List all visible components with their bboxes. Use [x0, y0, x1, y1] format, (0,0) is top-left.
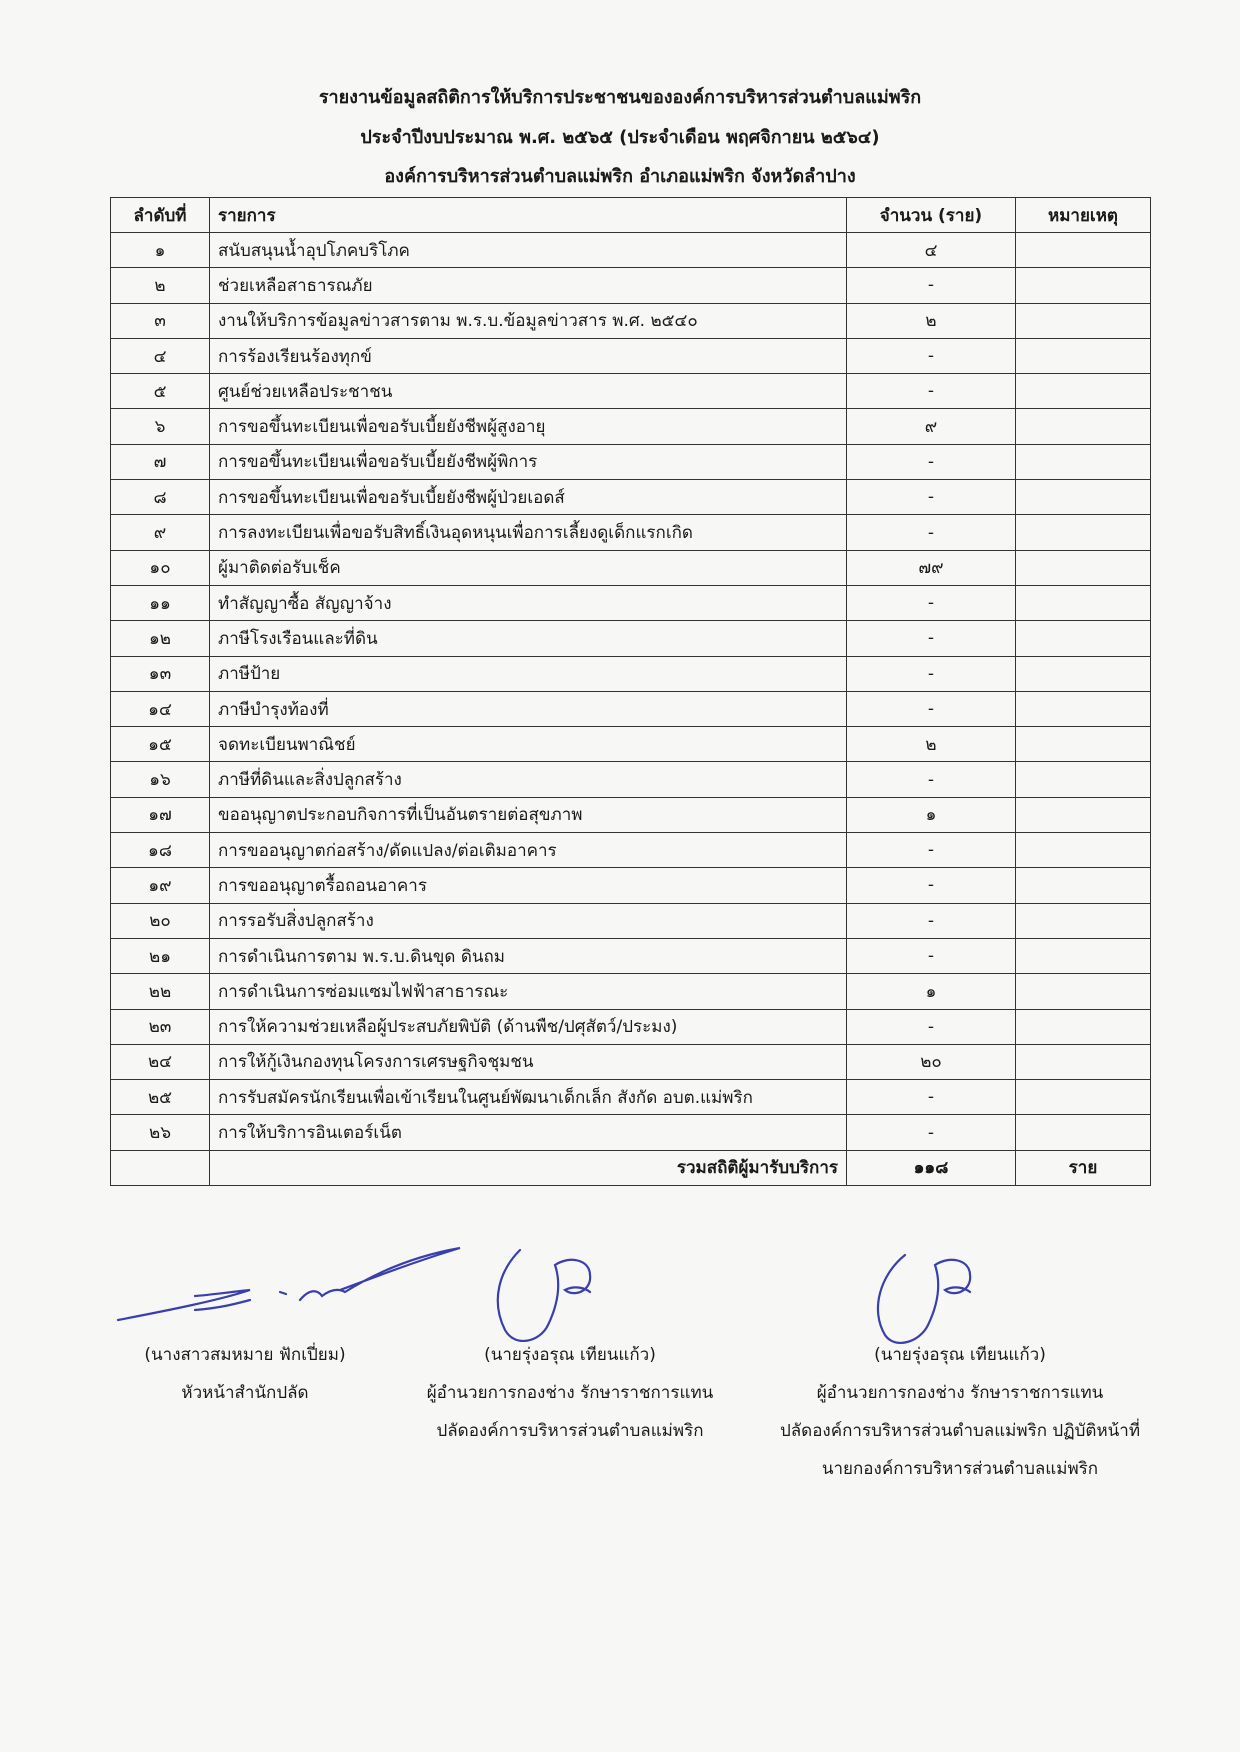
- table-row: [111, 1080, 1151, 1115]
- row-number: ๒๖: [111, 1115, 210, 1150]
- signature-block-1: [110, 1336, 380, 1412]
- row-item: การให้ความช่วยเหลือผู้ประสบภัยพิบัติ (ด้านพืช/ปศุสัตว์/ประมง): [210, 1009, 847, 1044]
- table-row: [111, 797, 1151, 832]
- row-number: ๑๐: [111, 550, 210, 585]
- table-row: [111, 691, 1151, 726]
- header-note: หมายเหตุ: [1016, 198, 1151, 233]
- row-item: การให้กู้เงินกองทุนโครงการเศรษฐกิจชุมชน: [210, 1044, 847, 1079]
- table-row: [111, 233, 1151, 268]
- row-note: [1016, 938, 1151, 973]
- row-item: การดำเนินการซ่อมแซมไฟฟ้าสาธารณะ: [210, 974, 847, 1009]
- row-note: [1016, 621, 1151, 656]
- row-note: [1016, 1009, 1151, 1044]
- table-row: [111, 1115, 1151, 1150]
- row-number: ๒๔: [111, 1044, 210, 1079]
- row-count: -: [847, 868, 1016, 903]
- total-blank-cell: [111, 1150, 210, 1185]
- row-number: ๑๙: [111, 868, 210, 903]
- signature-2-stroke: [498, 1250, 590, 1341]
- table-row: [111, 833, 1151, 868]
- signer-1-name: (นางสาวสมหมาย ฟักเปี่ยม): [144, 1345, 346, 1365]
- header-item: รายการ: [210, 198, 847, 233]
- row-note: [1016, 409, 1151, 444]
- table-row: [111, 762, 1151, 797]
- row-note: [1016, 515, 1151, 550]
- row-count: -: [847, 374, 1016, 409]
- row-number: ๒: [111, 268, 210, 303]
- table-row: [111, 409, 1151, 444]
- signature-block-2: [400, 1336, 740, 1450]
- signer-3-position-line-1: ผู้อำนวยการกองช่าง รักษาราชการแทน: [816, 1383, 1104, 1403]
- row-note: [1016, 1080, 1151, 1115]
- row-note: [1016, 727, 1151, 762]
- signature-3-stroke: [878, 1255, 970, 1343]
- row-number: ๑๕: [111, 727, 210, 762]
- row-note: [1016, 1115, 1151, 1150]
- table-row: [111, 338, 1151, 373]
- row-note: [1016, 903, 1151, 938]
- signer-3-name: (นายรุ่งอรุณ เทียนแก้ว): [874, 1345, 1046, 1365]
- total-label: รวมสถิติผู้มารับบริการ: [210, 1150, 847, 1185]
- table-row: [111, 303, 1151, 338]
- row-item: การขอขึ้นทะเบียนเพื่อขอรับเบี้ยยังชีพผู้ป่วยเอดส์: [210, 480, 847, 515]
- row-item: การรับสมัครนักเรียนเพื่อเข้าเรียนในศูนย์พัฒนาเด็กเล็ก สังกัด อบต.แม่พริก: [210, 1080, 847, 1115]
- row-count: -: [847, 656, 1016, 691]
- row-note: [1016, 797, 1151, 832]
- row-item: การขออนุญาตรื้อถอนอาคาร: [210, 868, 847, 903]
- table-header-row: [111, 198, 1151, 233]
- row-count: -: [847, 585, 1016, 620]
- row-number: ๘: [111, 480, 210, 515]
- row-number: ๑๘: [111, 833, 210, 868]
- row-note: [1016, 868, 1151, 903]
- row-number: ๑๓: [111, 656, 210, 691]
- row-item: ภาษีบำรุงท้องที่: [210, 691, 847, 726]
- table-row: [111, 938, 1151, 973]
- row-count: ๑: [847, 797, 1016, 832]
- row-item: ภาษีป้าย: [210, 656, 847, 691]
- row-count: ๑: [847, 974, 1016, 1009]
- row-count: -: [847, 1080, 1016, 1115]
- row-item: สนับสนุนน้ำอุปโภคบริโภค: [210, 233, 847, 268]
- row-count: -: [847, 1115, 1016, 1150]
- row-note: [1016, 1044, 1151, 1079]
- row-count: ๒๐: [847, 1044, 1016, 1079]
- row-note: [1016, 444, 1151, 479]
- header-count: จำนวน (ราย): [847, 198, 1016, 233]
- row-note: [1016, 338, 1151, 373]
- row-note: [1016, 833, 1151, 868]
- row-item: ขออนุญาตประกอบกิจการที่เป็นอันตรายต่อสุขภาพ: [210, 797, 847, 832]
- signer-3-position-line-2: ปลัดองค์การบริหารส่วนตำบลแม่พริก ปฏิบัติหน้าที่: [779, 1421, 1141, 1441]
- row-item: การขอขึ้นทะเบียนเพื่อขอรับเบี้ยยังชีพผู้พิการ: [210, 444, 847, 479]
- signer-2-name: (นายรุ่งอรุณ เทียนแก้ว): [484, 1345, 656, 1365]
- table-row: [111, 444, 1151, 479]
- row-note: [1016, 550, 1151, 585]
- row-count: ๔: [847, 233, 1016, 268]
- signature-1-stroke: [118, 1248, 460, 1320]
- signer-3-position-line-3: นายกองค์การบริหารส่วนตำบลแม่พริก: [821, 1459, 1099, 1479]
- row-note: [1016, 691, 1151, 726]
- row-count: -: [847, 762, 1016, 797]
- row-item: ทำสัญญาซื้อ สัญญาจ้าง: [210, 585, 847, 620]
- table-row: [111, 1009, 1151, 1044]
- row-count: -: [847, 444, 1016, 479]
- signer-2-position-line-2: ปลัดองค์การบริหารส่วนตำบลแม่พริก: [436, 1421, 704, 1441]
- row-item: ภาษีที่ดินและสิ่งปลูกสร้าง: [210, 762, 847, 797]
- signature-block-3: [745, 1336, 1175, 1488]
- row-count: ๙: [847, 409, 1016, 444]
- table-row: [111, 974, 1151, 1009]
- row-item: การรอรับสิ่งปลูกสร้าง: [210, 903, 847, 938]
- row-number: ๙: [111, 515, 210, 550]
- row-count: -: [847, 338, 1016, 373]
- row-item: การร้องเรียนร้องทุกข์: [210, 338, 847, 373]
- row-number: ๔: [111, 338, 210, 373]
- row-count: -: [847, 621, 1016, 656]
- row-count: ๒: [847, 727, 1016, 762]
- row-item: การลงทะเบียนเพื่อขอรับสิทธิ์เงินอุดหนุนเพื่อการเลี้ยงดูเด็กแรกเกิด: [210, 515, 847, 550]
- table-row: [111, 550, 1151, 585]
- row-count: -: [847, 833, 1016, 868]
- row-number: ๓: [111, 303, 210, 338]
- row-item: การขอขึ้นทะเบียนเพื่อขอรับเบี้ยยังชีพผู้สูงอายุ: [210, 409, 847, 444]
- row-number: ๖: [111, 409, 210, 444]
- table-row: [111, 621, 1151, 656]
- row-number: ๑๒: [111, 621, 210, 656]
- row-note: [1016, 303, 1151, 338]
- row-number: ๑๔: [111, 691, 210, 726]
- row-note: [1016, 762, 1151, 797]
- row-count: -: [847, 938, 1016, 973]
- signer-1-position: หัวหน้าสำนักปลัด: [181, 1383, 309, 1403]
- statistics-table: [110, 197, 1151, 1186]
- row-note: [1016, 480, 1151, 515]
- row-note: [1016, 974, 1151, 1009]
- table-row: [111, 1044, 1151, 1079]
- row-note: [1016, 233, 1151, 268]
- signer-2-position-line-1: ผู้อำนวยการกองช่าง รักษาราชการแทน: [426, 1383, 714, 1403]
- row-number: ๒๐: [111, 903, 210, 938]
- row-number: ๑๗: [111, 797, 210, 832]
- report-title: รายงานข้อมูลสถิติการให้บริการประชาชนขององค์การบริหารส่วนตำบลแม่พริก: [318, 87, 922, 108]
- table-row: [111, 374, 1151, 409]
- table-row: [111, 268, 1151, 303]
- row-number: ๒๑: [111, 938, 210, 973]
- row-item: การให้บริการอินเตอร์เน็ต: [210, 1115, 847, 1150]
- total-unit: ราย: [1016, 1150, 1151, 1185]
- table-row: [111, 727, 1151, 762]
- row-number: ๕: [111, 374, 210, 409]
- row-item: การดำเนินการตาม พ.ร.บ.ดินขุด ดินถม: [210, 938, 847, 973]
- row-item: ภาษีโรงเรือนและที่ดิน: [210, 621, 847, 656]
- table-body: [111, 233, 1151, 1151]
- row-number: ๗: [111, 444, 210, 479]
- row-count: -: [847, 903, 1016, 938]
- table-row: [111, 480, 1151, 515]
- row-item: การขออนุญาตก่อสร้าง/ดัดแปลง/ต่อเติมอาคาร: [210, 833, 847, 868]
- row-item: งานให้บริการข้อมูลข่าวสารตาม พ.ร.บ.ข้อมูลข่าวสาร พ.ศ. ๒๕๔๐: [210, 303, 847, 338]
- row-count: -: [847, 480, 1016, 515]
- table-row: [111, 868, 1151, 903]
- row-note: [1016, 585, 1151, 620]
- table-row: [111, 515, 1151, 550]
- header-no: ลำดับที่: [111, 198, 210, 233]
- row-count: -: [847, 691, 1016, 726]
- table-row: [111, 656, 1151, 691]
- row-note: [1016, 268, 1151, 303]
- row-number: ๑๖: [111, 762, 210, 797]
- row-item: ช่วยเหลือสาธารณภัย: [210, 268, 847, 303]
- row-count: ๗๙: [847, 550, 1016, 585]
- total-row: [111, 1150, 1151, 1185]
- row-number: ๒๒: [111, 974, 210, 1009]
- row-number: ๒๓: [111, 1009, 210, 1044]
- row-count: ๒: [847, 303, 1016, 338]
- row-number: ๒๕: [111, 1080, 210, 1115]
- row-note: [1016, 656, 1151, 691]
- row-item: จดทะเบียนพาณิชย์: [210, 727, 847, 762]
- row-count: -: [847, 1009, 1016, 1044]
- row-item: ผู้มาติดต่อรับเช็ค: [210, 550, 847, 585]
- total-count: ๑๑๘: [847, 1150, 1016, 1185]
- table-row: [111, 585, 1151, 620]
- report-organization: องค์การบริหารส่วนตำบลแม่พริก อำเภอแม่พริก จังหวัดลำปาง: [384, 166, 856, 187]
- report-period: ประจำปีงบประมาณ พ.ศ. ๒๕๖๕ (ประจำเดือน พฤศจิกายน ๒๕๖๔): [360, 127, 880, 148]
- row-number: ๑๑: [111, 585, 210, 620]
- handwritten-signatures: [0, 1230, 1240, 1350]
- row-item: ศูนย์ช่วยเหลือประชาชน: [210, 374, 847, 409]
- row-count: -: [847, 515, 1016, 550]
- table-row: [111, 903, 1151, 938]
- row-count: -: [847, 268, 1016, 303]
- row-note: [1016, 374, 1151, 409]
- row-number: ๑: [111, 233, 210, 268]
